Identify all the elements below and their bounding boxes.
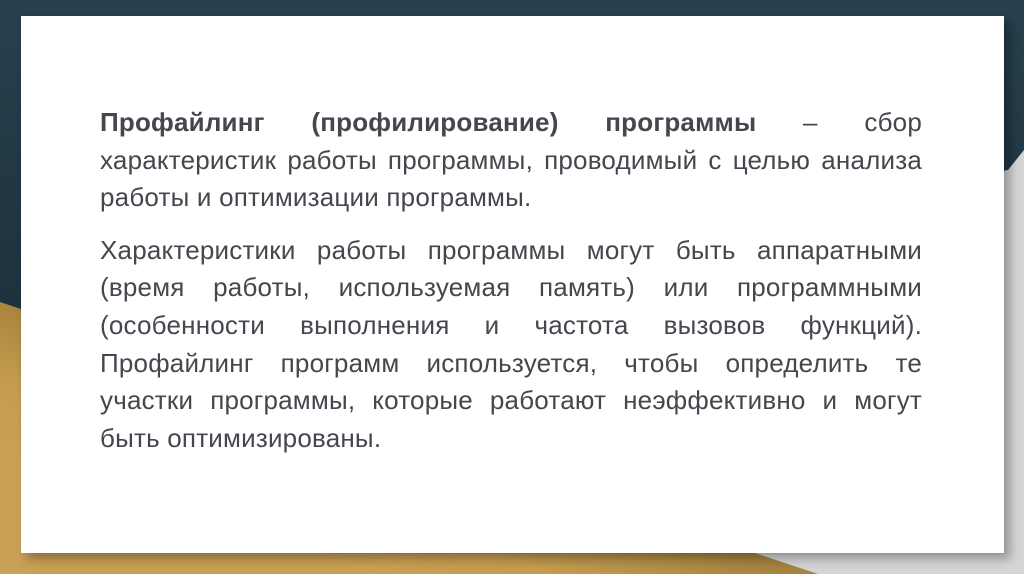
text-line: работы и оптимизации программы. [100, 182, 532, 213]
paragraph-details [100, 232, 922, 458]
text-line [100, 104, 922, 142]
text-line: характеристик работы программы, проводимый с целью анализа [100, 144, 922, 175]
text-line: (время работы, используемая память) или программными [100, 272, 922, 303]
text-line: (особенности выполнения и частота вызовов функций). [100, 309, 922, 340]
term-bold-text: Профайлинг (профилирование) программы [100, 107, 757, 137]
slide-content-card [21, 16, 1004, 553]
text-line: Характеристики работы программы могут быть аппаратными [100, 234, 922, 265]
paragraph-definition [100, 104, 922, 217]
text-line: Профайлинг программ используется, чтобы определить те [100, 347, 922, 378]
slide-text-block [21, 16, 1004, 553]
definition-text: – сбор [756, 107, 922, 137]
text-line: участки программы, которые работают неэффективно и могут [100, 385, 922, 416]
text-line: быть оптимизированы. [100, 422, 382, 453]
